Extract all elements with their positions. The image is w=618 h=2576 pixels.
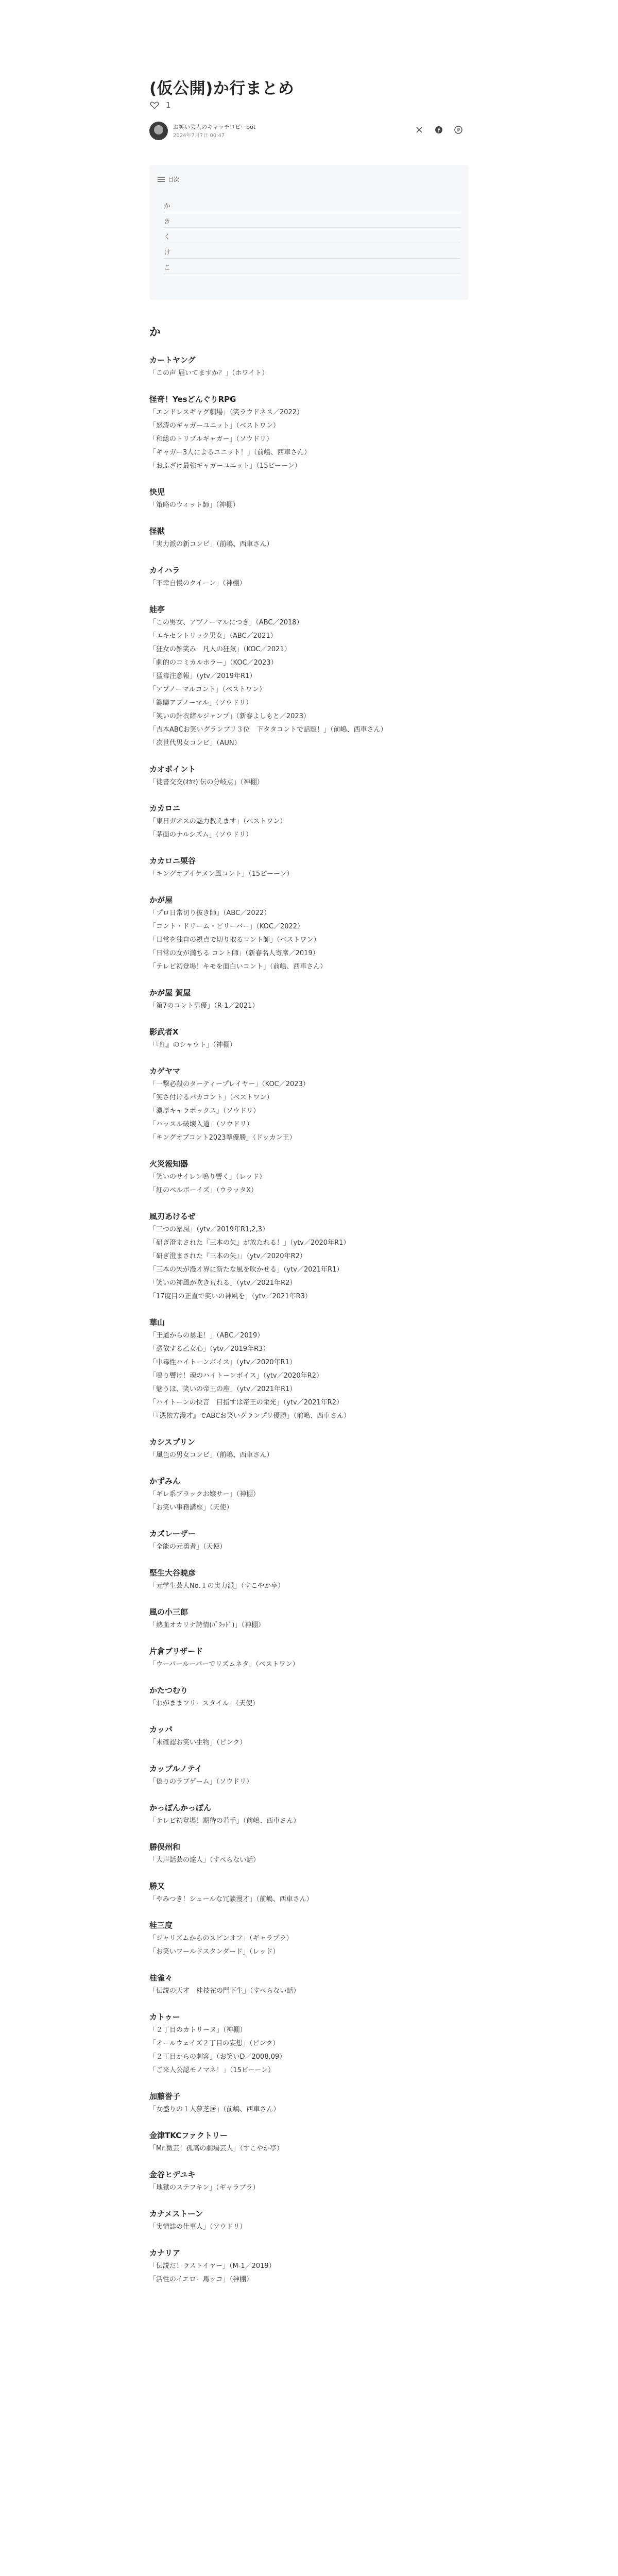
entry-name: カナメストーン <box>149 2209 203 2218</box>
entry-block <box>149 2129 469 2156</box>
facebook-icon[interactable] <box>435 126 443 134</box>
entry-copy: 「元学生芸人No.１の実力派」（すこやか亭） <box>149 1582 285 1590</box>
entry-copy: 「狂女の雑笑み 凡人の狂気」（KOC／2021） <box>149 646 291 653</box>
entry-name: カトゥー <box>149 2012 180 2022</box>
entry-name: 桂雀々 <box>149 1973 173 1982</box>
entry-copy: 「第7のコント男優」（R-1／2021） <box>149 1002 259 1010</box>
entry-copy: 「研ぎ澄まされた『三本の矢』」（ytv／2020年R2） <box>149 1252 306 1260</box>
entry-name: カッパ <box>149 1725 173 1734</box>
entry-copy: 「日常の女が満ちる コント師」（新春名人寄席／2019） <box>149 950 319 957</box>
entry-copy: 「コント・ドリーム・ビリーバー」（KOC／2022） <box>149 923 304 930</box>
entry-copy: 「次世代男女コンビ」（AUN） <box>149 739 241 747</box>
entry-name: 快児 <box>149 487 165 497</box>
entry-copy: 「プロ日常切り抜き師」（ABC／2022） <box>149 909 271 917</box>
entry-name: 影武者X <box>149 1027 179 1037</box>
entry-copy: 「ご来人公認モノマネ！」（15ビーーン） <box>149 2066 275 2074</box>
entry-copy: 「伝説だ！ラストイヤー」（M-1／2019） <box>149 2262 276 2270</box>
entry-copy: 「一撃必殺のターティープレイヤー」（KOC／2023） <box>149 1080 310 1088</box>
entry-block <box>149 485 469 512</box>
entry-name: カナリア <box>149 2248 181 2258</box>
entry-copy: 「笑いの針衣緒ルジャンプ」（新春よしもと／2023） <box>149 713 310 720</box>
entry-block <box>149 353 469 380</box>
x-icon[interactable] <box>415 126 423 134</box>
entry-copy: 「わがままフリースタイル」（天使） <box>149 1700 260 1707</box>
entry-block <box>149 393 469 473</box>
entry-copy: 「２丁目のカトリーヌ」（神棚） <box>149 2026 247 2034</box>
entry-copy: 「テレビ初登場！キモを面白いコント」（前嶋、西車さん） <box>149 963 327 971</box>
entry-name: 金谷ヒデユキ <box>149 2170 196 2179</box>
entry-copy: 「２丁目からの刺客」（お笑いD／2008,09） <box>149 2053 286 2061</box>
entry-block <box>149 1645 469 1671</box>
entry-copy: 「大声話芸の達人」（すべらない話） <box>149 1856 260 1864</box>
entry-block <box>149 1971 469 1998</box>
entry-block <box>149 524 469 551</box>
entry-name: カカロニ <box>149 804 181 813</box>
entry-copy: 「笑いの神風が吹き荒れる」（ytv／2021年R2） <box>149 1279 297 1287</box>
entry-copy: 「風色の男女コンビ」（前嶋、西車さん） <box>149 1451 273 1459</box>
toc-item[interactable]: か <box>164 197 460 212</box>
entry-copy: 「実力派の新コンビ」（前嶋、西車さん） <box>149 540 273 548</box>
entry-block <box>149 854 469 881</box>
entry-copy: 「笑さ付けるバカコント」（ベストワン） <box>149 1094 273 1101</box>
entry-copy: 「濃厚キャラボックス」（ソウドリ） <box>149 1107 260 1115</box>
entry-name: カカロニ栗谷 <box>149 856 196 866</box>
entry-copy: 「徒書交交(ｵｶﾏ)'伝の分岐点」（神棚） <box>149 778 264 786</box>
table-of-contents <box>149 165 469 300</box>
entry-copy: 「ハッスル破壊入道」（ソウドリ） <box>149 1121 253 1128</box>
entry-copy: 「笑いのサイレン鳴り響く」（レッド） <box>149 1173 266 1181</box>
entry-block <box>149 1723 469 1750</box>
entry-copy: 「魅うほ、笑いの帝王の座」（ytv／2021年R1） <box>149 1385 297 1393</box>
entry-copy: 「オールウェイズ２丁目の妄想」（ピンク） <box>149 2040 280 2047</box>
author-name[interactable]: お笑い芸人のキャッチコピーbot <box>173 124 256 130</box>
entry-name: 風の小三郎 <box>149 1607 188 1617</box>
heart-icon[interactable] <box>149 100 160 110</box>
entry-copy: 「未確認お笑い生物」（ピンク） <box>149 1739 247 1747</box>
entry-copy: 「範疇アブノーマル」（ソウドリ） <box>149 699 253 707</box>
entry-copy: 「吉本ABCお笑いグランプリ３位 下タタコントで話題！」（前嶋、西車さん） <box>149 726 387 734</box>
toc-item[interactable]: け <box>164 243 460 259</box>
entry-copy: 「エキセントリック男女」（ABC／2021） <box>149 632 277 640</box>
entry-block <box>149 1527 469 1554</box>
entry-copy: 「キングオブイケメン風コント」（15ビーーン） <box>149 870 294 878</box>
entry-block <box>149 1840 469 1867</box>
entry-block <box>149 1435 469 1462</box>
entry-name: かが屋 <box>149 895 173 905</box>
entry-copy: 「地獄のステフキン」（ギャラプラ） <box>149 2184 260 2192</box>
entry-block <box>149 2090 469 2116</box>
entry-copy: 「『紅』のシャウト」（神棚） <box>149 1041 236 1049</box>
entry-name: かが屋 賀屋 <box>149 988 191 997</box>
entry-name: 怪奇！YesどんぐりRPG <box>149 395 236 404</box>
entry-name: カシスプリン <box>149 1437 195 1447</box>
entry-name: カゲヤマ <box>149 1066 181 1076</box>
like-count: 1 <box>166 100 171 110</box>
author-row <box>149 120 469 143</box>
entry-block <box>149 2168 469 2195</box>
entry-name: 風刃あけるぜ <box>149 1212 196 1221</box>
entry-block <box>149 2246 469 2286</box>
entry-block <box>149 1475 469 1515</box>
entry-block <box>149 802 469 842</box>
entry-name: 片倉ブリザード <box>149 1647 203 1656</box>
entry-copy: 「全能の元勇者」（天使） <box>149 1543 227 1551</box>
entry-copy: 「ギレ系ブラックお嬢サー」（神棚） <box>149 1490 260 1498</box>
entry-name: かたつむり <box>149 1686 188 1695</box>
entry-copy: 「やみつき！シュールな冗談漫才」（前嶋、西車さん） <box>149 1895 313 1903</box>
entry-block <box>149 1605 469 1632</box>
entry-copy: 「劇的のコミカルホラー」（KOC／2023） <box>149 659 278 667</box>
entry-name: 勝俣州和 <box>149 1842 181 1852</box>
entry-name: カートヤング <box>149 355 196 365</box>
entry-copy: 「不幸自慢のクイーン」（神棚） <box>149 580 246 587</box>
entry-copy: 「キングオブコント2023準優勝」（ドッカン王） <box>149 1134 296 1142</box>
entry-copy: 「偽りのラブゲーム」（ソウドリ） <box>149 1778 253 1786</box>
post-date: 2024年7月7日 00:47 <box>173 133 225 139</box>
like-area <box>149 100 171 110</box>
toc-item[interactable]: き <box>164 212 460 228</box>
entry-name: 怪獣 <box>149 527 165 536</box>
entry-block <box>149 1879 469 1906</box>
entry-block <box>149 893 469 974</box>
entry-list <box>149 353 469 2299</box>
entry-block <box>149 564 469 590</box>
entry-block <box>149 2010 469 2077</box>
entry-block <box>149 1064 469 1145</box>
entry-block <box>149 2207 469 2234</box>
entry-name: かっぽんかっぽん <box>149 1803 212 1812</box>
entry-copy: 「アブノーマルコント」（ベストワン） <box>149 686 266 693</box>
entry-copy: 「活性のイエロー馬ッコ」（神棚） <box>149 2276 253 2283</box>
entry-copy: 「Mr.微芸！孤高の劇場芸人」（すこやか亭） <box>149 2145 284 2153</box>
avatar[interactable] <box>149 122 168 140</box>
toc-header[interactable] <box>158 175 179 183</box>
entry-copy: 「鳴り響け！魂のハイトーンボイス」（ytv／2020年R2） <box>149 1372 323 1380</box>
entry-name: 華山 <box>149 1318 165 1327</box>
entry-block <box>149 1919 469 1959</box>
entry-copy: 「お笑いワールドスタンダード」（レッド） <box>149 1948 280 1956</box>
entry-block <box>149 1566 469 1593</box>
entry-block <box>149 1157 469 1197</box>
entry-copy: 「猛毒注意報」（ytv／2019年R1） <box>149 672 256 680</box>
entry-block <box>149 762 469 789</box>
entry-block <box>149 1316 469 1423</box>
entry-copy: 「ハイトーンの快音 目指すは帝王の栄光」（ytv／2021年R2） <box>149 1399 344 1406</box>
toc-item[interactable]: く <box>164 228 460 243</box>
entry-copy: 「三本の矢が漫才界に新たな風を吹かせる」（ytv／2021年R1） <box>149 1266 344 1274</box>
entry-copy: 「和総のトリプルギャガー」（ソウドリ） <box>149 435 273 443</box>
entry-copy: 「東日ガオスの魅力教えます」（ベストワン） <box>149 818 287 825</box>
entry-name: 蛙亭 <box>149 605 165 614</box>
entry-name: 加藤誉子 <box>149 2092 181 2101</box>
entry-name: カイハラ <box>149 566 180 575</box>
section-heading: か <box>149 326 161 339</box>
share-icons <box>415 126 462 134</box>
entry-copy: 「怒涛のギャガーユニット」（ベストワン） <box>149 422 280 430</box>
toc-item[interactable]: こ <box>164 259 460 274</box>
entry-copy: 「実情誌の仕事人」（ソウドリ） <box>149 2223 247 2231</box>
entry-copy: 「この男女、アブノーマルにつき」（ABC／2018） <box>149 619 303 626</box>
entry-copy: 「伝説の天才 桂枝雀の門下生」（すべらない話） <box>149 1987 300 1995</box>
entry-copy: 「17度目の正直で笑いの神風を」（ytv／2021年R3） <box>149 1293 312 1300</box>
entry-block <box>149 1762 469 1789</box>
entry-copy: 「おふざけ最強ギャガーユニット」（15ビーーン） <box>149 462 301 470</box>
entry-copy: 「ウーパールーパーでリズムネタ」（ベストワン） <box>149 1660 299 1668</box>
entry-block <box>149 1025 469 1052</box>
entry-copy: 「女盛りの１人夢芝居」（前嶋、西車さん） <box>149 2106 280 2113</box>
entry-block <box>149 1801 469 1828</box>
entry-name: かずみん <box>149 1477 181 1486</box>
entry-block <box>149 986 469 1013</box>
entry-block <box>149 1684 469 1710</box>
entry-copy: 「研ぎ澄まされた『三本の矢』が放たれる！」（ytv／2020年R1） <box>149 1239 350 1247</box>
article-title: (仮公開)か行まとめ <box>149 79 295 98</box>
entry-copy: 「中毒性ハイトーンボイス」（ytv／2020年R1） <box>149 1359 296 1366</box>
hatena-icon[interactable] <box>454 126 462 134</box>
entry-name: 火災報知器 <box>149 1159 188 1168</box>
entry-copy: 「三つの暴風」（ytv／2019年R1,2,3） <box>149 1226 269 1233</box>
toc-list-icon <box>158 177 165 182</box>
entry-copy: 「お笑い事務講座」（天使） <box>149 1504 233 1512</box>
entry-copy: 「日常を独自の視点で切り取るコント師」（ベストワン） <box>149 936 320 944</box>
entry-copy: 「王道からの暴走！」（ABC／2019） <box>149 1332 264 1340</box>
entry-name: 堅生大谷暁彦 <box>149 1568 196 1578</box>
entry-block <box>149 1210 469 1303</box>
entry-name: 勝又 <box>149 1882 165 1891</box>
entry-copy: 「ギャガー3人によるユニット！」（前嶋、西車さん） <box>149 449 311 456</box>
entry-copy: 「エンドレスギャグ劇場」（笑ラウドネス／2022） <box>149 409 304 416</box>
entry-copy: 「茅面のナルシズム」（ソウドリ） <box>149 831 253 839</box>
entry-copy: 「この声 届いてますか？」（ホワイト） <box>149 369 269 377</box>
entry-copy: 「ジャリズムからのスピンオフ」（ギャラプラ） <box>149 1935 293 1942</box>
entry-copy: 「憑依する乙女心」（ytv／2019年R3） <box>149 1345 270 1353</box>
entry-name: カズレーザー <box>149 1529 196 1538</box>
toc-title: 目次 <box>168 176 179 183</box>
entry-block <box>149 603 469 750</box>
entry-name: 金津TKCファクトリー <box>149 2131 228 2140</box>
entry-name: カップルノテイ <box>149 1764 202 1773</box>
entry-copy: 「『憑依方漫才』でABCお笑いグランプリ優勝」（前嶋、西車さん） <box>149 1412 351 1420</box>
entry-copy: 「策略のウィット師」（神棚） <box>149 501 239 509</box>
entry-copy: 「紅のベルボーイズ」（ウラッタX） <box>149 1187 258 1194</box>
entry-name: 桂三度 <box>149 1921 173 1930</box>
entry-copy: 「テレビ初登場！期待の若手」（前嶋、西車さん） <box>149 1817 300 1825</box>
entry-name: カオポイント <box>149 765 196 774</box>
entry-copy: 「熱血オカリナ詩情(ﾊﾞﾗｯﾄﾞ)」（神棚） <box>149 1621 265 1629</box>
